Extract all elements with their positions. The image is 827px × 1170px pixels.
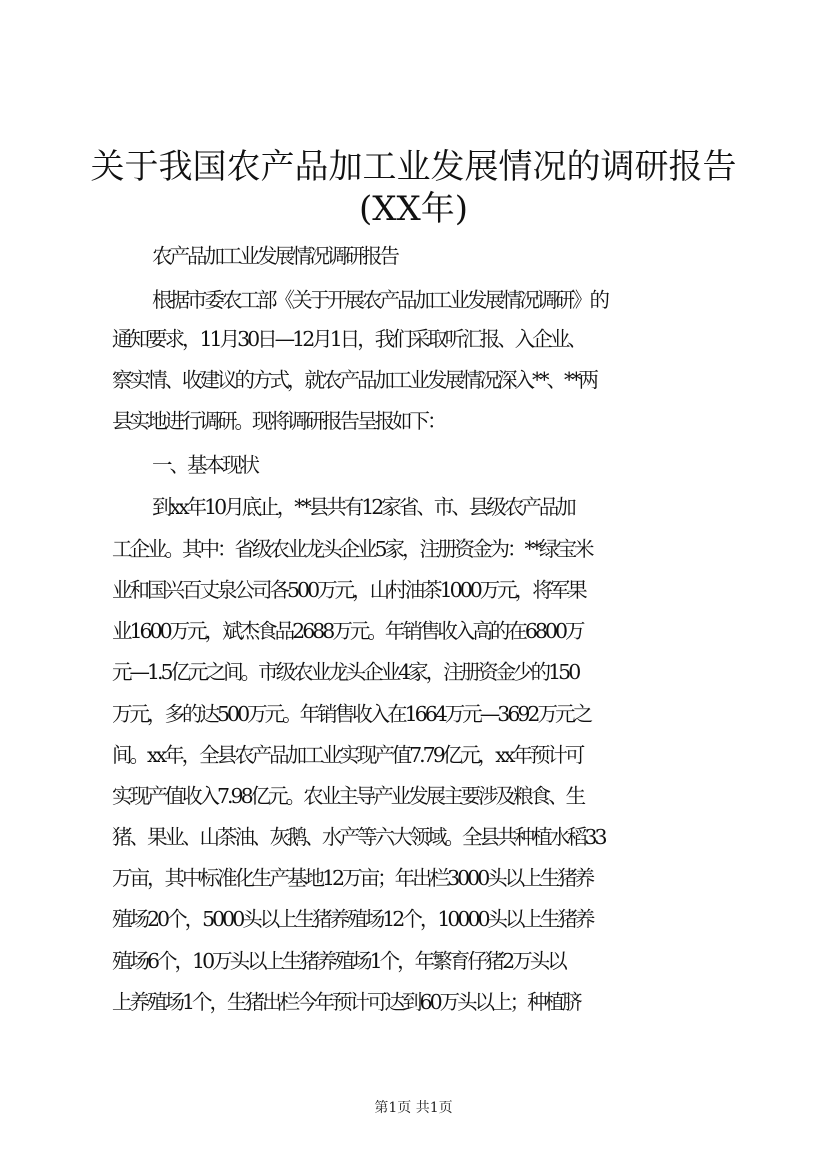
body-text-line: 万元，多的达500万元。年销售收入在1664万元—3692万元之	[112, 702, 590, 726]
page-number-footer: 第1页 共1页	[374, 1100, 453, 1116]
body-text-line: 元—1.5亿元之间。市级农业龙头企业4家，注册资金少的150	[112, 660, 579, 684]
section-heading: 一、基本现状	[152, 453, 257, 477]
subtitle-line: 农产品加工业发展情况调研报告	[152, 244, 397, 268]
body-text-line: 实现产值收入7.98亿元。农业主导产业发展主要涉及粮食、生	[112, 784, 584, 808]
document-title-year: (XX年)	[359, 189, 468, 229]
body-text-line: 县实地进行调研。现将调研报告呈报如下：	[112, 409, 445, 433]
body-text-line: 间。xx年，全县农产品加工业实现产值7.79亿元，xx年预计可	[112, 743, 583, 767]
body-text-line: 万亩，其中标准化生产基地12万亩；年出栏3000头以上生猪养	[112, 866, 593, 890]
document-title: 关于我国农产品加工业发展情况的调研报告	[90, 147, 737, 187]
body-text-line: 猪、果业、山茶油、灰鹅、水产等六大领域。全县共种植水稻33	[112, 825, 605, 849]
body-text-line: 察实情、收建议的方式，就农产品加工业发展情况深入**、**两	[112, 368, 596, 392]
body-text-line: 工企业。其中：省级农业龙头企业5家，注册资金为：**绿宝米	[112, 537, 592, 561]
body-text-line: 根据市委农工部《关于开展农产品加工业发展情况调研》的	[152, 288, 607, 312]
body-text-line: 殖场6个，10万头以上生猪养殖场1个，年繁育仔猪2万头以	[112, 949, 565, 973]
body-text-line: 上养殖场1个，生猪出栏今年预计可达到60万头以上；种植脐	[112, 990, 580, 1014]
body-text-line: 业和国兴百丈泉公司各500万元，山村油茶1000万元，将军果	[112, 578, 585, 602]
body-text-line: 到xx年10月底止，**县共有12家省、市、县级农产品加	[152, 495, 574, 519]
body-text-line: 业1600万元，斌杰食品2688万元。年销售收入高的在6800万	[112, 619, 583, 643]
body-text-line: 殖场20个，5000头以上生猪养殖场12个，10000头以上生猪养	[112, 907, 593, 931]
body-text-line: 通知要求，11月30日—12月1日，我们采取听汇报、入企业、	[112, 327, 585, 351]
